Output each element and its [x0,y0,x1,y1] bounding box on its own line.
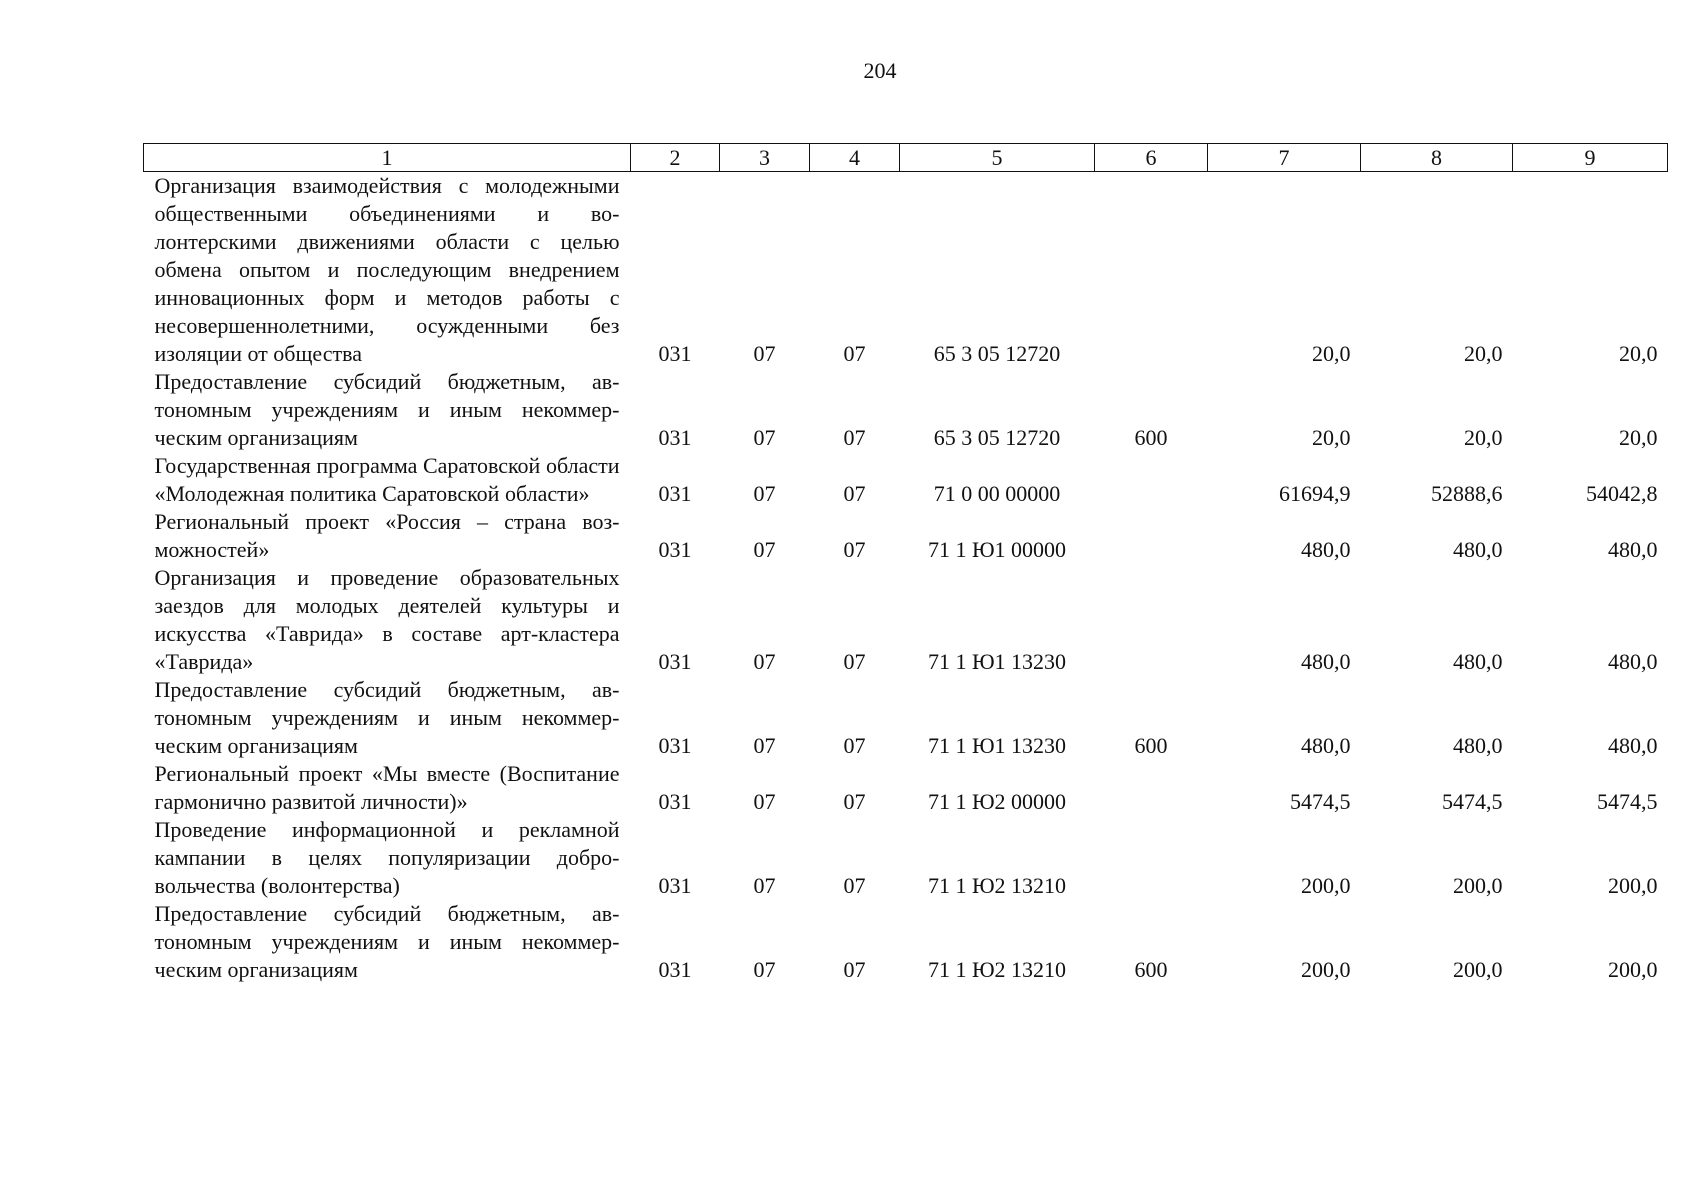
cell-c4: 07 [843,537,866,562]
cell-c8: 20,0 [1464,341,1503,366]
cell-c9: 20,0 [1619,341,1658,366]
budget-table [143,143,1668,984]
cell-c8: 480,0 [1453,649,1503,674]
row-name: Проведение информационной и рекламной кампании в целях популяризации добровольчества (волонтерства) [154,817,620,898]
cell-c4: 07 [843,957,866,982]
cell-c8: 52888,6 [1431,481,1503,506]
cell-c7: 480,0 [1301,649,1351,674]
cell-c2: 031 [658,341,692,366]
cell-c8: 480,0 [1453,537,1503,562]
cell-c9: 200,0 [1608,957,1658,982]
cell-c6 [1095,760,1208,816]
cell-c7: 480,0 [1301,733,1351,758]
cell-c5: 71 1 Ю2 00000 [927,789,1067,814]
cell-c4: 07 [843,425,866,450]
cell-c5: 65 3 05 12720 [933,341,1061,366]
cell-c7: 20,0 [1312,425,1351,450]
row-name: Организация и проведение образовательных заездов для молодых деятелей культуры и искусства «Таврида» в составе арт-кластера «Таврида» [154,565,620,674]
cell-c5: 71 0 00 00000 [933,481,1061,506]
row-name: Предоставление субсидий бюджетным, автономным учреждениям и иным некоммерческим организациям [154,901,620,982]
cell-c7: 5474,5 [1290,789,1351,814]
header-cell: 3 [720,144,810,172]
table-row [144,900,1668,984]
cell-c7: 200,0 [1301,873,1351,898]
cell-c2: 031 [658,425,692,450]
cell-c3: 07 [753,873,776,898]
cell-c7: 480,0 [1301,537,1351,562]
header-row [144,144,1668,172]
header-cell: 6 [1095,144,1208,172]
table-row [144,564,1668,676]
cell-c7: 200,0 [1301,957,1351,982]
cell-c2: 031 [658,537,692,562]
table-row [144,172,1668,369]
cell-c6: 600 [1134,957,1168,982]
table-row [144,816,1668,900]
header-cell: 8 [1361,144,1513,172]
cell-c2: 031 [658,733,692,758]
header-cell: 5 [900,144,1095,172]
cell-c9: 54042,8 [1586,481,1658,506]
cell-c9: 200,0 [1608,873,1658,898]
cell-c2: 031 [658,957,692,982]
cell-c4: 07 [843,733,866,758]
cell-c6 [1095,452,1208,508]
header-cell: 9 [1513,144,1668,172]
cell-c8: 5474,5 [1442,789,1503,814]
header-cell: 2 [631,144,720,172]
row-name: Региональный проект «Мы вместе (Воспитание гармонично развитой личности)» [154,761,620,814]
cell-c3: 07 [753,481,776,506]
table-row [144,760,1668,816]
table-row [144,676,1668,760]
cell-c3: 07 [753,733,776,758]
cell-c2: 031 [658,789,692,814]
cell-c4: 07 [843,873,866,898]
cell-c3: 07 [753,537,776,562]
cell-c4: 07 [843,481,866,506]
cell-c2: 031 [658,649,692,674]
row-name: Организация взаимодействия с молодежными общественными объединениями и волонтерскими движениями области с целью обмена опытом и последующим внедрением инновационных форм и методов работы с несовершеннолетними, осужденными без изоляции от общества [154,173,620,366]
cell-c8: 200,0 [1453,873,1503,898]
cell-c4: 07 [843,789,866,814]
page-number: 204 [863,58,897,83]
cell-c9: 480,0 [1608,649,1658,674]
cell-c5: 71 1 Ю1 00000 [927,537,1067,562]
table-body [144,172,1668,985]
table-row [144,508,1668,564]
cell-c8: 200,0 [1453,957,1503,982]
row-name: Региональный проект «Россия – страна возможностей» [154,509,620,562]
row-name: Предоставление субсидий бюджетным, автономным учреждениям и иным некоммерческим организациям [154,369,620,450]
cell-c8: 480,0 [1453,733,1503,758]
cell-c6 [1095,816,1208,900]
cell-c5: 71 1 Ю2 13210 [927,957,1067,982]
cell-c6 [1095,508,1208,564]
cell-c4: 07 [843,649,866,674]
row-name: Предоставление субсидий бюджетным, автономным учреждениям и иным некоммерческим организациям [154,677,620,758]
cell-c4: 07 [843,341,866,366]
cell-c2: 031 [658,481,692,506]
header-cell: 1 [144,144,631,172]
cell-c3: 07 [753,789,776,814]
header-cell: 7 [1208,144,1361,172]
cell-c6: 600 [1134,733,1168,758]
cell-c2: 031 [658,873,692,898]
cell-c3: 07 [753,425,776,450]
row-name: Государственная программа Саратовской области «Молодежная политика Саратовской области» [154,453,620,506]
cell-c9: 20,0 [1619,425,1658,450]
cell-c3: 07 [753,957,776,982]
cell-c5: 71 1 Ю1 13230 [927,649,1067,674]
cell-c3: 07 [753,649,776,674]
cell-c8: 20,0 [1464,425,1503,450]
table-row [144,452,1668,508]
cell-c9: 480,0 [1608,537,1658,562]
cell-c6 [1095,564,1208,676]
cell-c5: 65 3 05 12720 [933,425,1061,450]
table-header [144,144,1668,172]
cell-c9: 480,0 [1608,733,1658,758]
cell-c6: 600 [1134,425,1168,450]
cell-c5: 71 1 Ю1 13230 [927,733,1067,758]
cell-c9: 5474,5 [1597,789,1658,814]
cell-c3: 07 [753,341,776,366]
table-row [144,368,1668,452]
cell-c6 [1095,172,1208,369]
cell-c7: 61694,9 [1279,481,1351,506]
header-cell: 4 [810,144,900,172]
cell-c5: 71 1 Ю2 13210 [927,873,1067,898]
cell-c7: 20,0 [1312,341,1351,366]
